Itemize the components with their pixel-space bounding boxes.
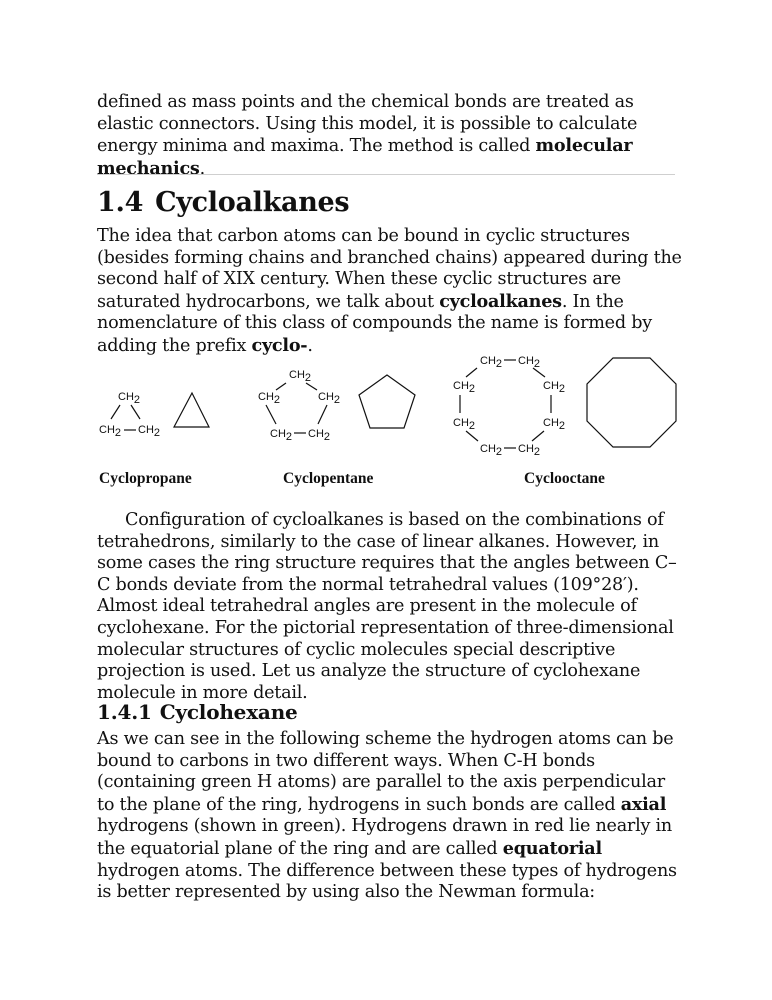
- cyclooctane-skeletal-formula: [587, 358, 676, 447]
- atom-label: CH2: [318, 391, 341, 406]
- atom-label: CH2: [518, 443, 541, 458]
- caption-cyclopentane: Cyclopentane: [283, 470, 374, 487]
- paragraph-configuration: Configuration of cycloalkanes is based on the combinations of tetrahedrons, similarly to the case of linear alkanes. However, in some cases the ring structure requires that the angles between C–C bonds deviate from the normal tetrahedral values (109°28′). Almost ideal tetrahedral angles are present in the molecule of cyclohexane. For the pictorial representation of three-dimensional molecular structures of cyclic molecules special descriptive projection is used. Let us analyze the structure of cyclohexane molecule in more detail.: [97, 510, 677, 703]
- cyclooctane-structural-formula: [453, 355, 565, 458]
- atom-label: CH2: [99, 424, 122, 439]
- cyclopentane-skeletal-formula: [359, 375, 415, 428]
- caption-cyclopropane: Cyclopropane: [99, 470, 192, 487]
- bond: [532, 431, 544, 441]
- term-equatorial: equatorial: [502, 837, 602, 859]
- bond: [466, 431, 478, 441]
- bond: [276, 383, 286, 390]
- atom-label: CH2: [543, 380, 566, 395]
- atom-label: CH2: [289, 369, 312, 384]
- subsection-heading: [97, 700, 298, 724]
- section-title: Cycloalkanes: [155, 187, 350, 218]
- paragraph-text: hydrogens (shown in green). Hydrogens drawn in red lie nearly in the equatorial plane of the ring and are called: [97, 816, 672, 859]
- atom-label: CH2: [308, 428, 331, 443]
- paragraph-text: The idea that carbon atoms can be bound in cyclic structures (besides forming chains and branched chains) appeared during the second half of XIX century. When these cyclic structures are saturated hydrocarbons, we talk about: [97, 226, 682, 312]
- term-axial: axial: [620, 793, 667, 815]
- cyclopropane-skeletal-formula: [174, 393, 209, 427]
- atom-label: CH2: [453, 380, 476, 395]
- atom-label: CH2: [270, 428, 293, 443]
- term-molecular-mechanics: molecular mechanics: [97, 135, 633, 179]
- paragraph-cyclohexane: [97, 729, 682, 904]
- bond: [318, 405, 327, 424]
- paragraph-text: . In the nomenclature of this class of compounds the name is formed by adding the prefix: [97, 291, 652, 356]
- bond: [111, 405, 120, 419]
- cyclopropane-structural-formula: [99, 391, 160, 439]
- subsection-number: 1.4.1: [97, 700, 152, 724]
- paragraph-text: defined as mass points and the chemical bonds are treated as elastic connectors. Using this model, it is possible to calculate energy minima and maxima. The method is called: [97, 92, 638, 157]
- atom-label: CH2: [138, 424, 161, 439]
- paragraph-text: As we can see in the following scheme the hydrogen atoms can be bound to carbons in two different ways. When C-H bonds (containing green H atoms) are parallel to the axis perpendicular to the plane of the ring, hydrogens in such bonds are called: [97, 729, 674, 815]
- bond: [466, 368, 477, 377]
- term-cyclo-prefix: cyclo-: [251, 334, 308, 356]
- atom-label: CH2: [518, 355, 541, 370]
- atom-label: CH2: [258, 391, 281, 406]
- paragraph-text: .: [199, 158, 205, 179]
- paragraph-text: hydrogen atoms. The difference between these types of hydrogens is better represented by using also the Newman formula:: [97, 860, 677, 903]
- subsection-title: Cyclohexane: [159, 700, 298, 724]
- atom-label: CH2: [453, 417, 476, 432]
- section-number: 1.4: [97, 187, 144, 218]
- bond: [131, 405, 140, 419]
- bond: [266, 405, 276, 424]
- atom-label: CH2: [118, 391, 141, 406]
- atom-label: CH2: [480, 443, 503, 458]
- term-cycloalkanes: cycloalkanes: [439, 290, 562, 312]
- atom-label: CH2: [480, 355, 503, 370]
- bond: [306, 383, 317, 390]
- paragraph-text: .: [307, 335, 313, 356]
- cyclopentane-structural-formula: [258, 369, 340, 443]
- atom-label: CH2: [543, 417, 566, 432]
- caption-cyclooctane: Cyclooctane: [524, 470, 605, 487]
